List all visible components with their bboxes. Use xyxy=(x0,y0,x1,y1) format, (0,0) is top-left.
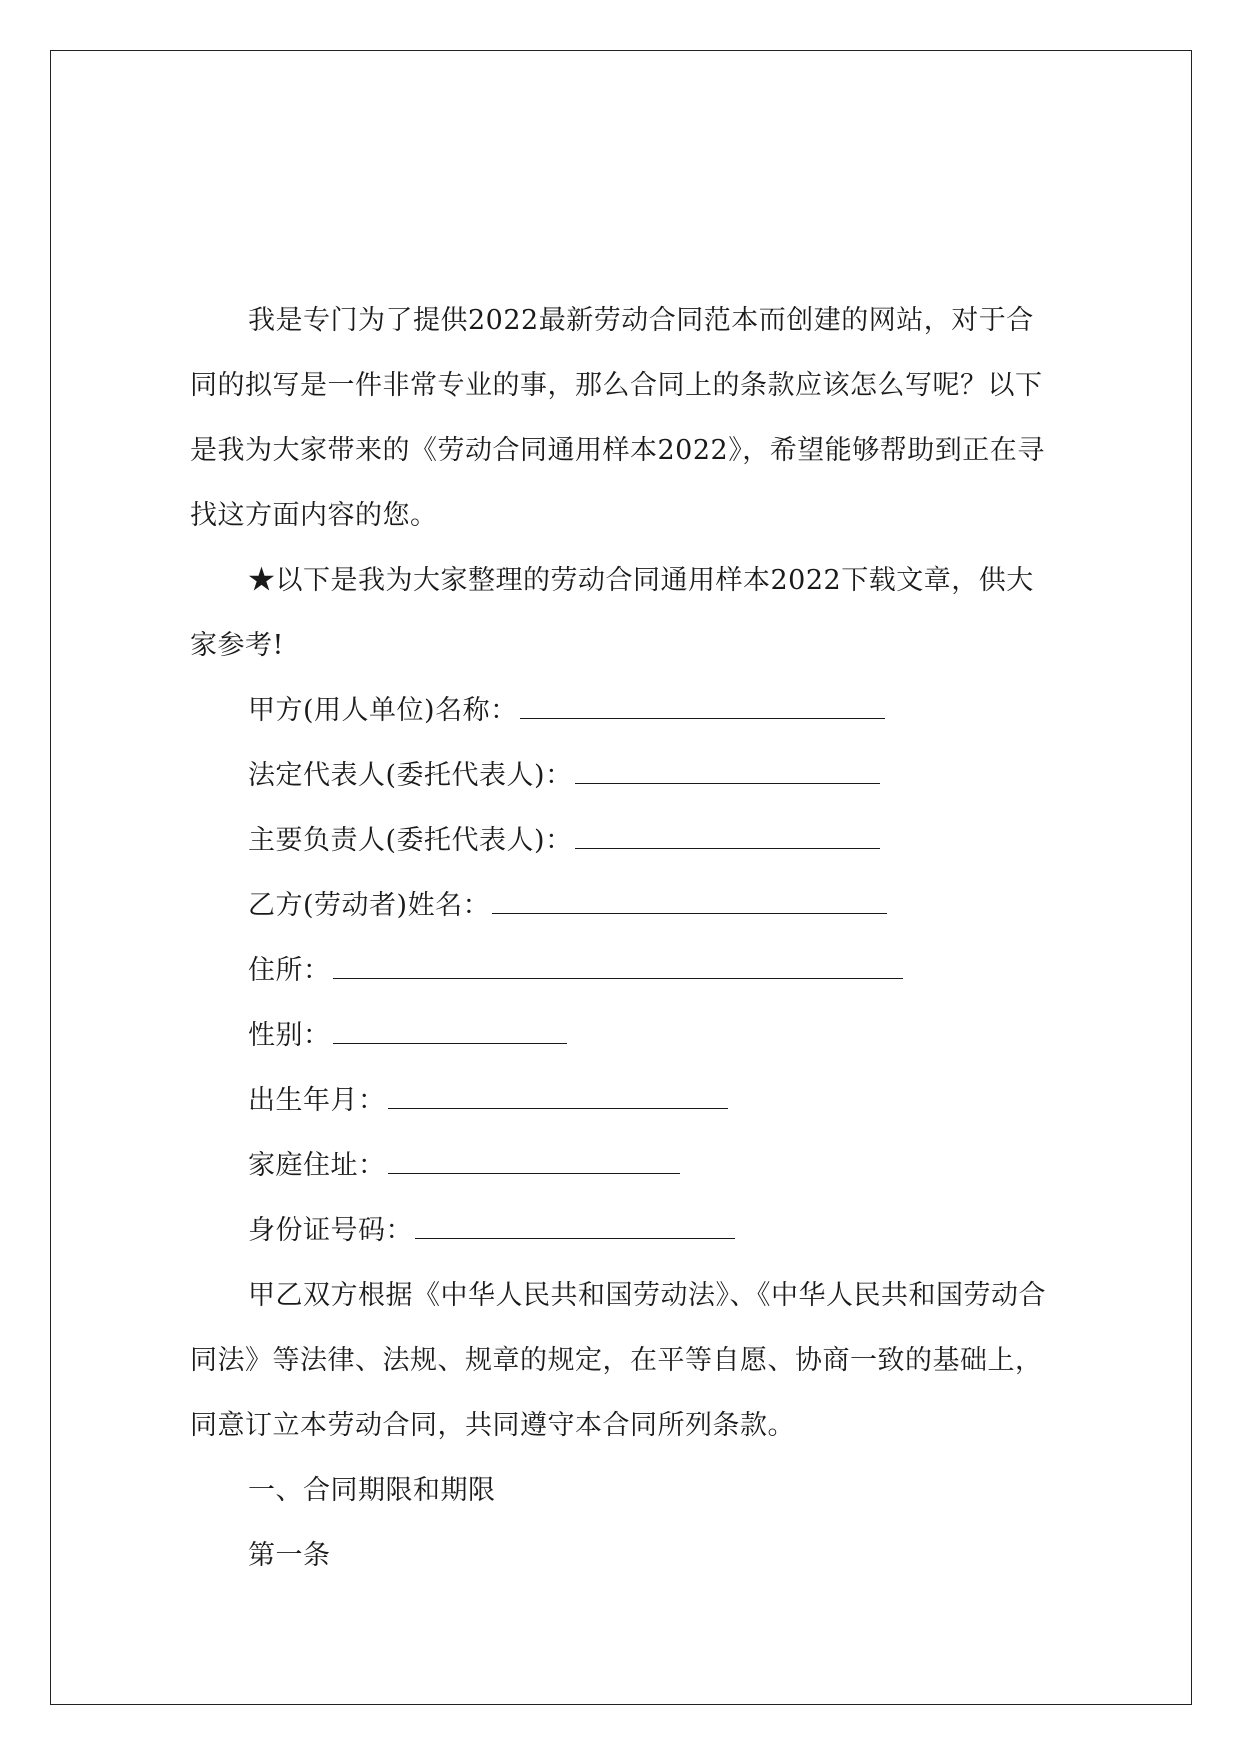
main-person-field xyxy=(190,808,1050,873)
residence-blank xyxy=(333,954,903,979)
id-number-field xyxy=(190,1198,1050,1263)
id-number-blank xyxy=(415,1214,735,1239)
gender-field xyxy=(190,1003,1050,1068)
intro-paragraph: 我是专门为了提供2022最新劳动合同范本而创建的网站，对于合同的拟写是一件非常专业的事，那么合同上的条款应该怎么写呢？以下是我为大家带来的《劳动合同通用样本2022》，希望能够帮助到正在寻找这方面内容的您。 xyxy=(190,305,1045,531)
notice-paragraph: ★以下是我为大家整理的劳动合同通用样本2022下载文章，供大家参考! xyxy=(190,565,1034,661)
document-body xyxy=(190,288,1050,1588)
residence-field xyxy=(190,938,1050,1003)
section-title: 一、合同期限和期限 xyxy=(248,1475,496,1506)
legal-rep-field xyxy=(190,743,1050,808)
birth-label: 出生年月： xyxy=(248,1085,386,1116)
legal-rep-blank xyxy=(575,759,880,784)
residence-label: 住所： xyxy=(248,955,331,986)
birth-field xyxy=(190,1068,1050,1133)
main-person-blank xyxy=(575,824,880,849)
home-address-field xyxy=(190,1133,1050,1198)
home-address-blank xyxy=(388,1149,680,1174)
birth-blank xyxy=(388,1084,728,1109)
worker-name-label: 乙方(劳动者)姓名： xyxy=(248,890,491,921)
legal-rep-label: 法定代表人(委托代表人)： xyxy=(248,760,573,791)
employer-name-field xyxy=(190,678,1050,743)
gender-label: 性别： xyxy=(248,1020,331,1051)
gender-blank xyxy=(333,1019,567,1044)
employer-name-label: 甲方(用人单位)名称： xyxy=(248,695,518,726)
home-address-label: 家庭住址： xyxy=(248,1150,386,1181)
worker-name-field xyxy=(190,873,1050,938)
worker-name-blank xyxy=(492,889,887,914)
agreement-paragraph: 甲乙双方根据《中华人民共和国劳动法》、《中华人民共和国劳动合同法》等法律、法规、规章的规定，在平等自愿、协商一致的基础上，同意订立本劳动合同，共同遵守本合同所列条款。 xyxy=(190,1280,1046,1441)
employer-name-blank xyxy=(520,694,885,719)
article-title: 第一条 xyxy=(248,1540,331,1571)
id-number-label: 身份证号码： xyxy=(248,1215,413,1246)
main-person-label: 主要负责人(委托代表人)： xyxy=(248,825,573,856)
